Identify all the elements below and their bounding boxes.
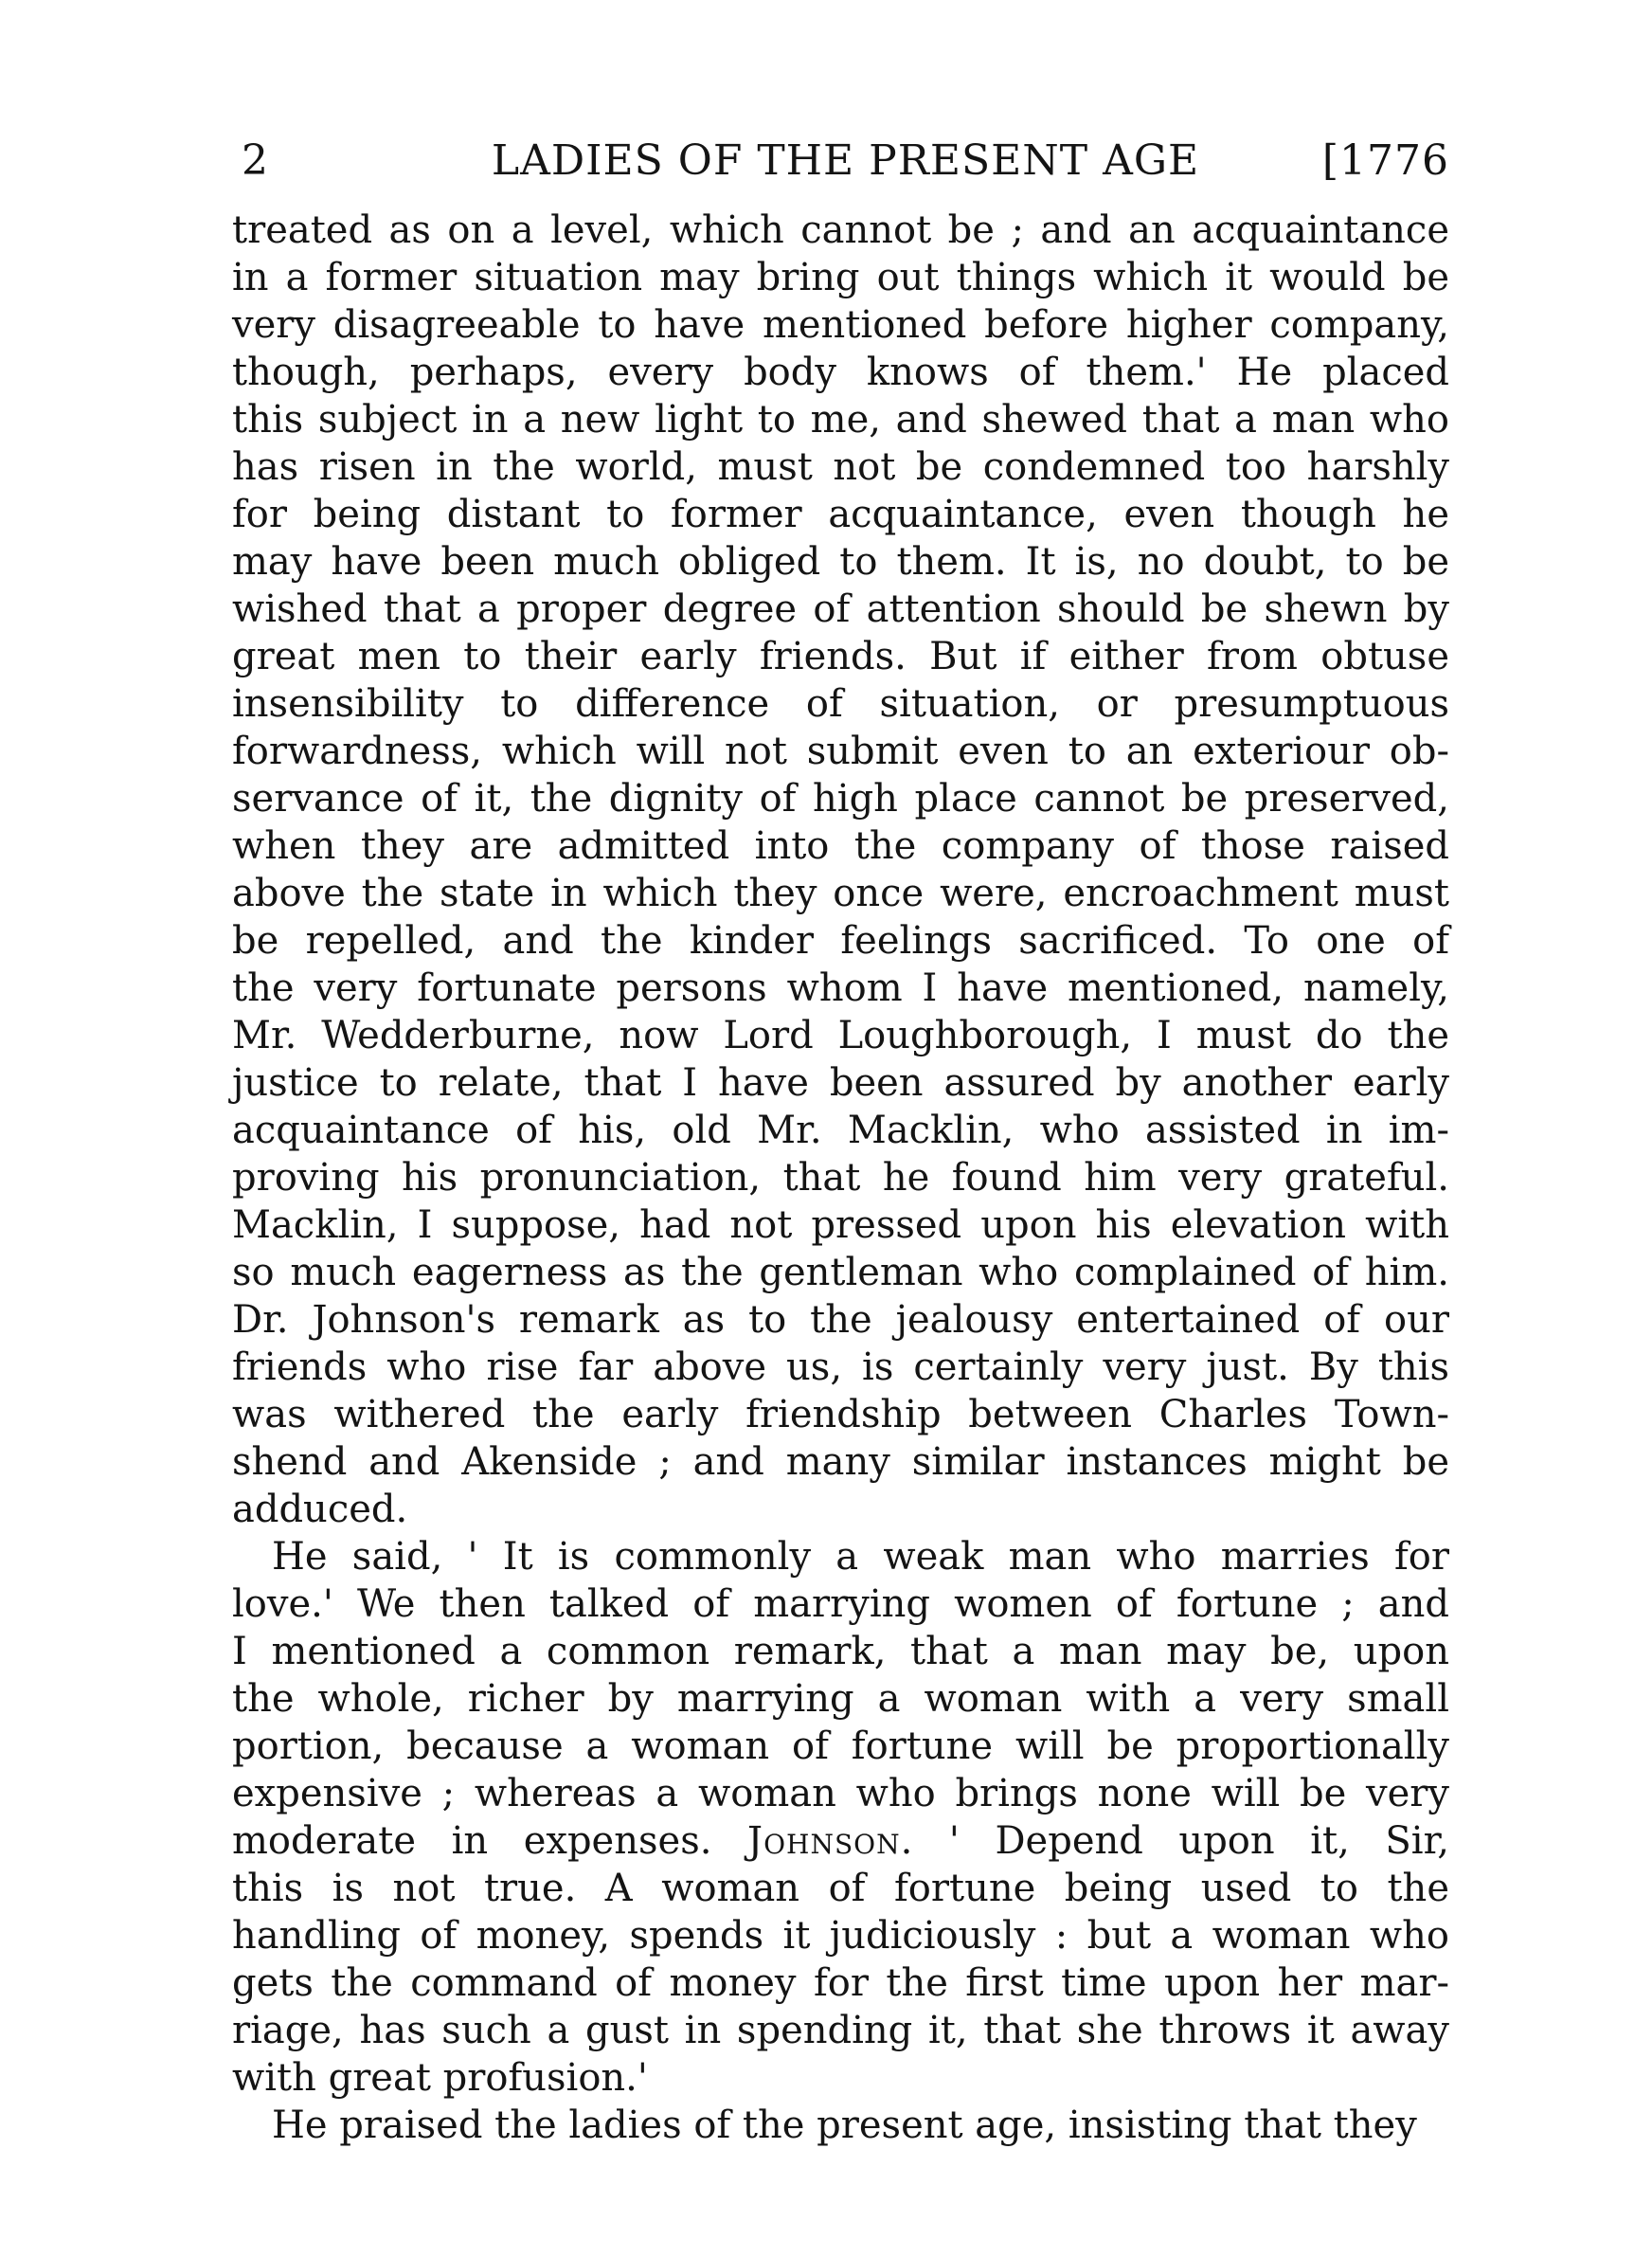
text-line: proving his pronunciation, that he found him very grateful. bbox=[232, 1156, 1449, 1200]
running-header bbox=[242, 133, 1449, 190]
text-line: expensive ; whereas a woman who brings none will be very bbox=[232, 1772, 1449, 1815]
text-line: very disagreeable to have mentioned before higher company, bbox=[232, 303, 1449, 347]
text-line: great men to their early friends. But if either from obtuse bbox=[232, 635, 1449, 678]
text-line: riage, has such a gust in spending it, that she throws it away bbox=[232, 2009, 1449, 2052]
text-line: above the state in which they once were, encroachment must bbox=[232, 872, 1449, 915]
text-line: this is not true. A woman of fortune being used to the bbox=[232, 1867, 1449, 1910]
text-line: treated as on a level, which cannot be ; and an acquaintance bbox=[232, 208, 1449, 252]
speaker-name: Johnson. bbox=[747, 1819, 914, 1863]
text-line: wished that a proper degree of attention should be shewn by bbox=[232, 587, 1449, 631]
text-line: be repelled, and the kinder feelings sacrificed. To one of bbox=[232, 919, 1449, 963]
text-fragment: ' Depend upon it, Sir, bbox=[948, 1819, 1450, 1863]
text-line: so much eagerness as the gentleman who complained of him. bbox=[232, 1251, 1449, 1294]
text-line: servance of it, the dignity of high place cannot be preserved, bbox=[232, 777, 1449, 821]
text-line: acquaintance of his, old Mr. Macklin, who assisted in im- bbox=[232, 1109, 1449, 1152]
text-line: handling of money, spends it judiciously : but a woman who bbox=[232, 1914, 1449, 1958]
running-title: LADIES OF THE PRESENT AGE bbox=[491, 136, 1200, 185]
page-number: 2 bbox=[242, 136, 269, 185]
text-line: friends who rise far above us, is certainly very just. By this bbox=[232, 1345, 1449, 1389]
text-fragment: moderate in expenses. bbox=[232, 1819, 712, 1863]
text-line: when they are admitted into the company of those raised bbox=[232, 824, 1449, 868]
text-line: has risen in the world, must not be condemned too harshly bbox=[232, 445, 1449, 489]
text-line: love.' We then talked of marrying women of fortune ; and bbox=[232, 1582, 1449, 1626]
text-line: justice to relate, that I have been assured by another early bbox=[232, 1061, 1449, 1105]
text-line: for being distant to former acquaintance, even though he bbox=[232, 493, 1449, 536]
text-line: though, perhaps, every body knows of them.' He placed bbox=[232, 351, 1449, 394]
header-year: [1776 bbox=[1321, 136, 1449, 185]
text-line: may have been much obliged to them. It is, no doubt, to be bbox=[232, 540, 1449, 584]
text-line-with-speaker bbox=[232, 1817, 1449, 1865]
paragraph-first-line: He praised the ladies of the present age, insisting that they bbox=[272, 2104, 1417, 2147]
text-line: Dr. Johnson's remark as to the jealousy entertained of our bbox=[232, 1298, 1449, 1342]
text-line: adduced. bbox=[232, 1488, 408, 1531]
text-line: I mentioned a common remark, that a man may be, upon bbox=[232, 1630, 1449, 1673]
text-line: the whole, richer by marrying a woman with a very small bbox=[232, 1677, 1449, 1721]
text-line: Macklin, I suppose, had not pressed upon his elevation with bbox=[232, 1203, 1449, 1247]
text-line: forwardness, which will not submit even to an exteriour ob- bbox=[232, 730, 1449, 773]
text-line: the very fortunate persons whom I have mentioned, namely, bbox=[232, 966, 1449, 1010]
text-line: with great profusion.' bbox=[232, 2056, 648, 2100]
text-line: gets the command of money for the first time upon her mar- bbox=[232, 1961, 1449, 2005]
text-line: this subject in a new light to me, and shewed that a man who bbox=[232, 398, 1449, 442]
text-line: Mr. Wedderburne, now Lord Loughborough, I must do the bbox=[232, 1014, 1449, 1057]
text-line: portion, because a woman of fortune will be proportionally bbox=[232, 1724, 1449, 1768]
text-line: insensibility to difference of situation, or presumptuous bbox=[232, 682, 1449, 726]
text-line: in a former situation may bring out things which it would be bbox=[232, 256, 1449, 299]
paragraph-first-line: He said, ' It is commonly a weak man who marries for bbox=[272, 1535, 1449, 1579]
text-line: shend and Akenside ; and many similar instances might be bbox=[232, 1440, 1449, 1484]
text-line: was withered the early friendship between Charles Town- bbox=[232, 1393, 1449, 1436]
body-text bbox=[232, 207, 1449, 2149]
